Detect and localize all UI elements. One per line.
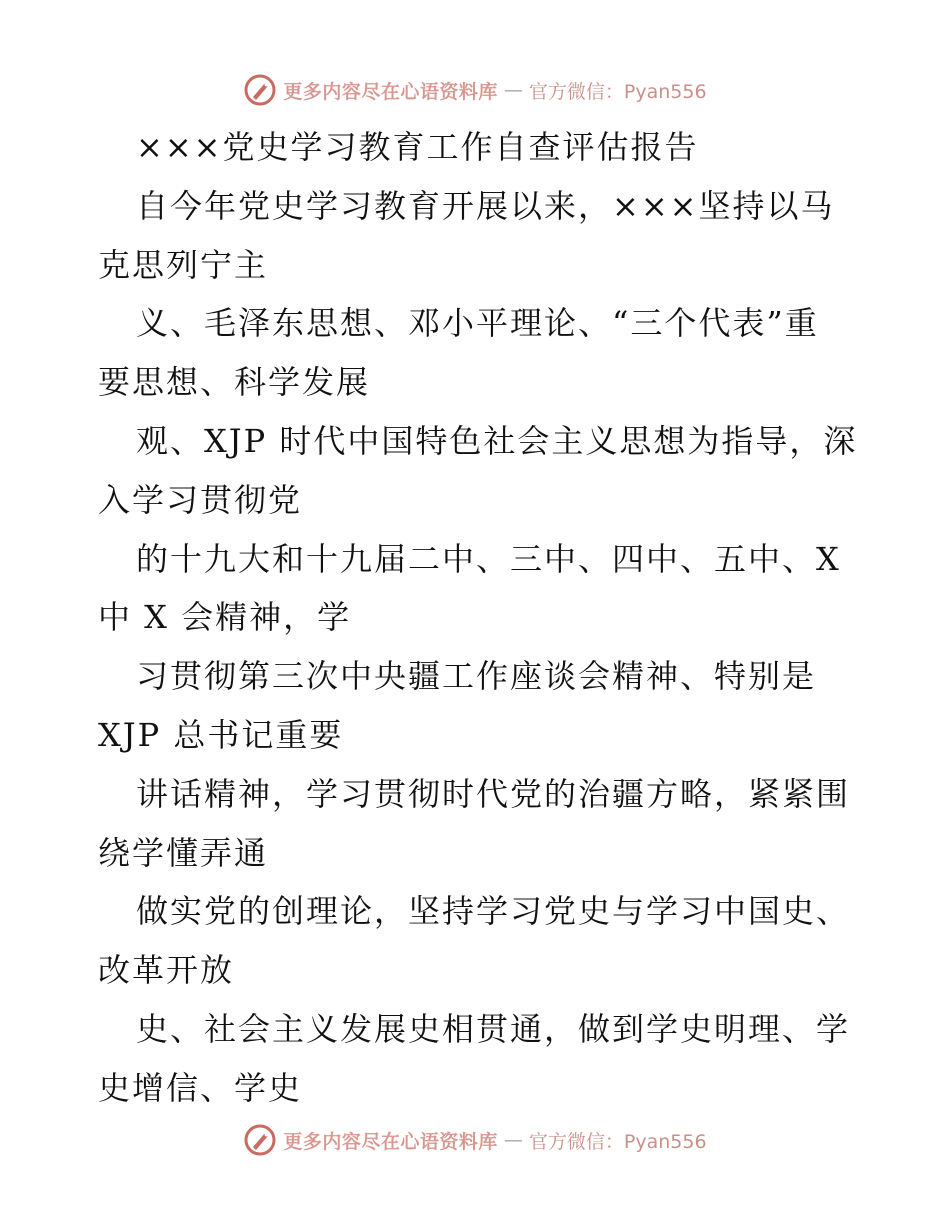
- watermark-separator: —: [503, 79, 523, 101]
- text-line: 中 X 会精神，学: [98, 598, 352, 637]
- text-line: 史增信、学史: [98, 1068, 303, 1107]
- text-line: 习贯彻第三次中央疆工作座谈会精神、特别是: [136, 657, 817, 696]
- text-line: XJP 总书记重要: [98, 715, 344, 754]
- pen-nib-circle-icon: [243, 73, 277, 107]
- watermark-brand: 更多内容尽在心语资料库: [283, 1130, 498, 1153]
- text-line: 改革开放: [98, 951, 235, 990]
- watermark-contact: 官方微信：Pyan556: [528, 80, 707, 103]
- text-line: 克思列宁主: [98, 245, 269, 284]
- document-title: ×××党史学习教育工作自查评估报告: [136, 128, 699, 166]
- watermark-brand: 更多内容尽在心语资料库: [283, 80, 498, 103]
- text-line: 观、XJP 时代中国特色社会主义思想为指导，深: [136, 421, 858, 460]
- text-line: 的十九大和十九届二中、三中、四中、五中、X: [136, 539, 841, 578]
- text-line: 义、毛泽东思想、邓小平理论、“三个代表”重: [136, 304, 819, 343]
- watermark-separator: —: [503, 1129, 523, 1151]
- document-body: [98, 118, 858, 1118]
- text-line: 绕学懂弄通: [98, 833, 269, 872]
- text-line: 自今年党史学习教育开展以来，×××坚持以马: [136, 186, 835, 225]
- watermark-contact: 官方微信：Pyan556: [528, 1130, 707, 1153]
- text-line: 做实党的创理论，坚持学习党史与学习中国史、: [136, 892, 851, 931]
- text-line: 要思想、科学发展: [98, 363, 371, 402]
- text-line: 史、社会主义发展史相贯通，做到学史明理、学: [136, 1009, 851, 1048]
- text-line: 入学习贯彻党: [98, 480, 303, 519]
- footer-watermark: [0, 1120, 950, 1160]
- text-line: 讲话精神，学习贯彻时代党的治疆方略，紧紧围: [136, 774, 851, 813]
- pen-nib-circle-icon: [243, 1123, 277, 1157]
- header-watermark: [0, 70, 950, 110]
